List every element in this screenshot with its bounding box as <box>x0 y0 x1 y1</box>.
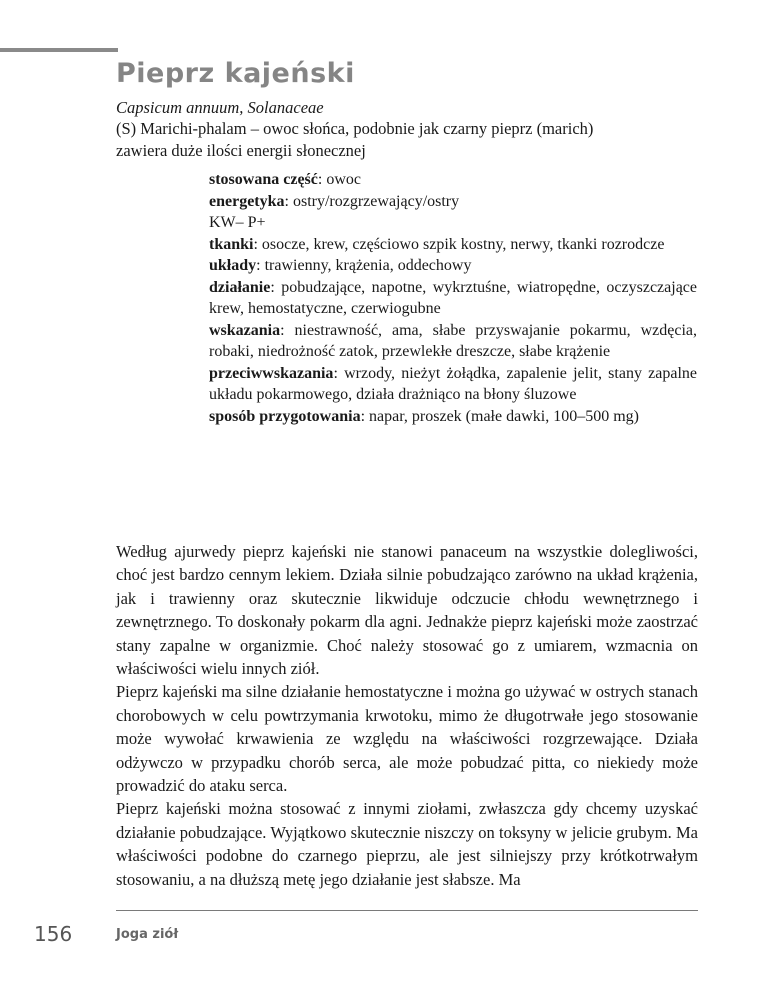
description <box>116 118 706 162</box>
property-contraindications <box>209 363 697 406</box>
description-line: (S) Marichi-phalam – owoc słońca, podobnie jak czarny pieprz (marich) <box>116 119 594 138</box>
page-title: Pieprz kajeński <box>116 58 355 89</box>
property-energetics <box>209 191 697 213</box>
property-doshas <box>209 212 697 234</box>
property-label: wskazania <box>209 321 281 339</box>
page-number: 156 <box>34 922 73 946</box>
body-paragraph: Pieprz kajeński ma silne działanie hemostatyczne i można go używać w ostrych stanach chorobowych w celu powtrzymania krwotoku, mimo że długotrwałe jego stosowanie może wywołać krwawienia ze względu na właściwości rozgrzewające. Działa odżywczo w przypadku chorób serca, ale może pobudzać pitta, co niekiedy może prowadzić do ataku serca. <box>116 682 698 796</box>
property-label: stosowana część <box>209 171 318 188</box>
property-value: : owoc <box>317 171 361 188</box>
property-systems <box>209 255 697 277</box>
property-indications <box>209 320 697 363</box>
property-label: tkanki <box>209 235 254 253</box>
property-value: : niestrawność, ama, słabe przyswajanie pokarmu, wzdęcia, robaki, niedrożność zatok, przewlekłe dreszcze, słabe krążenie <box>209 321 697 360</box>
property-preparation <box>209 406 697 428</box>
body-paragraph: Pieprz kajeński można stosować z innymi ziołami, zwłaszcza gdy chcemy uzyskać działanie pobudzające. Wyjątkowo skutecznie niszczy on toksyny w jelicie grubym. Ma właściwości podobne do czarnego pieprzu, ale jest silniejszy przy krótkotrwałym stosowaniu, a na dłuższą metę jego działanie jest słabsze. Ma <box>116 799 698 889</box>
property-label: sposób przygotowania <box>209 407 361 425</box>
property-value: : ostry/rozgrzewający/ostry <box>284 192 460 210</box>
property-value: : wrzody, nieżyt żołądka, zapalenie jelit, stany zapalne układu pokarmowego, działa drażniąco na błony śluzowe <box>209 364 697 403</box>
property-part-used <box>209 169 697 191</box>
footer-rule <box>116 910 698 911</box>
body-paragraph: Według ajurwedy pieprz kajeński nie stanowi panaceum na wszystkie dolegliwości, choć jest bardzo cennym lekiem. Działa silnie pobudzająco zarówno na układ krążenia, jak i trawienny oraz skutecznie likwiduje odczucie chłodu wewnętrznego i zewnętrznego. To doskonały pokarm dla agni. Jednakże pieprz kajeński może zaostrzać stany zapalne w organizmie. Choć należy stosować go z umiarem, wzmacnia on właściwości wielu innych ziół. <box>116 542 698 679</box>
description-line: zawiera duże ilości energii słonecznej <box>116 141 366 160</box>
header-rule <box>0 48 118 52</box>
property-label: energetyka <box>209 192 285 210</box>
property-label: układy <box>209 257 257 274</box>
property-value: KW– P+ <box>209 214 266 231</box>
property-value: : pobudzające, napotne, wykrztuśne, wiatropędne, oczyszczające krew, hemostatyczne, czerwiogubne <box>209 278 697 317</box>
property-label: działanie <box>209 278 271 296</box>
property-value: : osocze, krew, częściowo szpik kostny, nerwy, tkanki rozrodcze <box>253 235 665 253</box>
property-label: przeciwwskazania <box>209 364 334 382</box>
latin-name: Capsicum annuum, Solanaceae <box>116 98 324 117</box>
property-value: : napar, proszek (małe dawki, 100–500 mg) <box>360 407 639 425</box>
footer-book-title: Joga ziół <box>116 927 179 942</box>
property-actions <box>209 277 697 320</box>
property-tissues <box>209 234 697 256</box>
properties-list <box>209 169 697 427</box>
body-text <box>116 540 698 891</box>
property-value: : trawienny, krążenia, oddechowy <box>256 257 472 274</box>
